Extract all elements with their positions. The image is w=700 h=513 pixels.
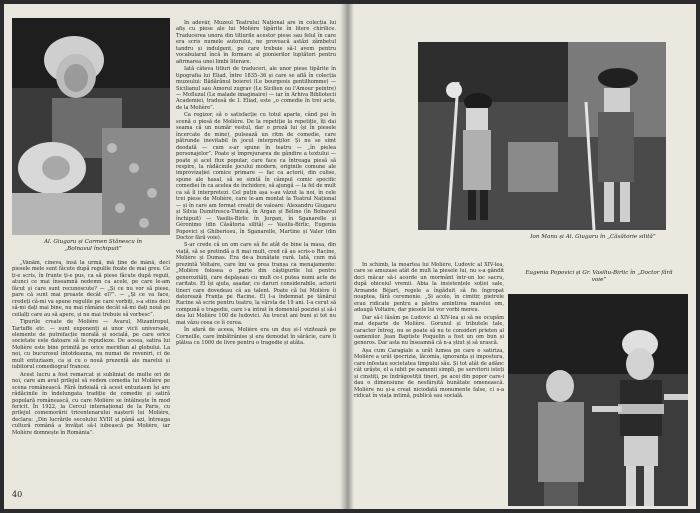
- right-top-photo-caption: Ion Manu și Al. Giugaru în „Căsătorie silită”: [530, 234, 656, 240]
- right-col-left-paragraph: Așa cum Caragiale a urât lumea pe care o satiriza, Molière a urât ipocrizia, lăcomia, ignoranța și impostura, care infestau societatea timpului său. Și tot atât de adânc cât urăște, el a iubit pe oamenii simpli, pe servitorii isteți și cinstiți, pe îndrăgostiții tineri, pe acei din popor care-i dau o dimensiune de nesfârșită bunătate omenească. Molière nu și-a creat niciodată monumente false, ci s-a ridicat în viața intimă, publică sau socială.: [354, 347, 504, 400]
- left-col-right-paragraph: Iată câteva titluri de traduceri, ale unor piese tipărite în tipografia lui Eliad, între 1835–36 și care se află în colecția muzeului: Bădărănul boieret (Le bourgeois gentilhomme) — Sicilianul sau Amorul zugrav (Le Sicilien ou l'Amour peintre) — Mofluzul (Le malade imaginaire) — iar în Arhiva Bibliotecii Academiei, tradusă de I. Eliad, este „o comedie în trei acte, de la Molière”.: [176, 66, 336, 111]
- photo-bolnavul-inchipuit: [12, 18, 170, 235]
- left-photo-caption: Al. Giugaru și Carmen Stănescu în „Bolnavul închipuit”: [43, 239, 143, 252]
- page-number: 40: [12, 490, 23, 499]
- left-col-right-paragraph: S-ar crede că un om care să fie atât de bine la masa, din viață, să se pretindă a fi mai mult, cred că au scris-o Racine, Molière și Dumas. Era de-a bunătate rară. Iată, cum mă prezintă Voltaire, care îmi va prea tranșa ca menajamente: „Molière folosea o parte din câștigurile lui pentru generozități, care depășeau cu mult ce-i putea numi acte de caritate. El își ajuta, așadar, cu daruri considerabile, actorii tineri care dovedeau că au talent. Poate că lui Molière îi datorează Franța pe Racine. El l-a îndemnat pe tânărul Racine să scrie pentru teatru, la vârsta de 19 ani. I-a cerut să compună o tragedie, care i-a intrat în domeniul poeziei și să-i dea lui Molière 100 de ludovici. Au trecut ani buni și tot nu mai văzu ceea ce îi cerea.: [176, 242, 336, 326]
- photo-doctor-fara-voie: [508, 294, 688, 506]
- photo-casatorie-silita: [418, 42, 666, 230]
- right-page-column-left: [354, 262, 504, 502]
- left-col-right-paragraph: În afară de aceea, Molière era un duș și-l vizitează pe Corneille, care îmbătrânise și era demodat în sărăcie, care îi plătea cu 1000 de livre pentru o tragedie și atâta.: [176, 327, 336, 347]
- right-bottom-photo-caption: Eugenia Popovici și Gr. Vasiliu-Birlic în „Doctor fără voie”: [525, 270, 673, 283]
- left-page-column-right: [176, 20, 336, 486]
- left-col-left-paragraph: Tipurile create de Molière — Avarul, Mizantropul, Tartuffe etc. — sunt exponenți ai unor vicii universale, elemente de putrefacție morală și socială, pe care orice societate este datoare să le repudieze. De aceea, satira lui Molière este bine primită pe orice meridian al globului. La noi, cu bucurosul întotdeauna, nu numai de reveniri, ci de mult entuziasm, ca și cu o nouă prezență ale marelui și iubitorul comediograf francez.: [12, 319, 170, 371]
- book-spread: [4, 4, 696, 509]
- right-col-left-paragraph: Dar să-l lăsăm pe Ludovic al XIV-lea și să ne ocupăm mai departe de Molière. Gorunul și tributele tale, caracter întreg, nu se poate să nu te consideri prieten al oamenilor. Jean Baptiste Poquelin a fost un om bun și generos. Dar asta nu înseamnă că n-a știut și să urască.: [354, 314, 504, 347]
- left-col-left-paragraph: „Vânăm, cineva, însă la urmă, mă ține de mână, deci piesele mele sunt făcute după regulile fixate de mai greu. Ce ți-e scris, în frunte ți-e pus, ca să piese făcute după reguli, atunci ce mai înseamnă nedemn ca acele, pe care le-am făcut și care sunt recunoscute? — „Și ce nu vor să piese, pare că sunt mai proaste decât el?”. — „Și ce va face, credeți că-mi va spune regulile pe care vorbiți, s-a stins deci să-mi dați mai bine, nu mai rămâne decât să-mi dați nouă pe ceilalți care au să apere, și nu mai trebuie să vorbesc”.: [12, 260, 170, 318]
- left-page: [4, 4, 346, 509]
- left-page-column-left: [12, 260, 170, 486]
- book-gutter: [340, 4, 354, 509]
- left-col-left-paragraph: Acest lucru a fost remarcat și subliniat de multe ori de noi, care am avut prilejul să vedem comedia lui Molière pe scena românească. Fără îndoială că acest entuziasm își are rădăcinile în îndelungata tradiție de comedie și satiră populară românească, cu care Molière se întâlnește în mod fericit. În 1922, la Cercul internațional de la Paris, cu prilejul comemorării tricentenarului nașterii lui Molière, declara: „Din lucrările secolului XVIII și până azi, întreaga cultură română a învățat să-l iubească pe Molière, iar Molière domnește în România”.: [12, 371, 170, 436]
- right-page: [346, 4, 696, 509]
- left-col-right-paragraph: Ca regizor, să o satisfacție cu totul aparte, când pui în scenă o piesă de Molière. De la repetiție la repetiție, îți dai seama că un număr vestul, dar o proză lui (și în piesele încercate de mine), pulsează un ritm de comedie, care pătrunde inevitabil în jocul interpreților. Și nu se simt deodată — cum s-ar spune în teatru — „în pielea personajelor”. Poate și împrejurarea de gândire a textului — poate și acel flux popular, care face ca întreaga piesă să respire, la rădăcinile jocului modern, originile comune ale improvizației comice primare — fac ca actorii, din culise, spune ale hasal, să se simtă în câmpul comic specific comediei în ca acelea de închidere, să ajungă — la fel de mult ca să îl interpretezi. Cel puțin așa s-au văzut la noi, în cele trei piese de Molière, care le-am montat la Teatrul Național — și în care am format creații de valoare: Alexandru Giugaru și Silvia Dumitrescu-Timică, în Argan și Béline (în Bolnavul închipuit) — Vasilis-Birlic în Jorgan, în Sganarelle și Géronimo (din Căsătoria silită) — Vasilis-Birlic, Eugenia Popovici și Ghiberiosu, în Sganarelle, Martine și Valer (din Doctor fără voie).: [176, 112, 336, 241]
- right-col-left-paragraph: În schimb, la moartea lui Molière, Ludovic al XIV-lea, care se amuzase atât de mult la piesele lui, nu s-a gândit deci măcar să-i acorde un mormânt într-un loc sacru, după obiceiul vremii. Abia la insistențele soției sale, Armande Béjart, regele a îngăduit să fie îngropat noaptea, fără ceremonie. „Și acolo, în cimitir, pietrele erau ridicate pentru a păstra amintirea marelui om, adaugă Voltaire, dar piesele lui vor vorbi mereu.: [354, 262, 504, 314]
- left-col-right-paragraph: În adevăr, Muzeul Teatrului Național are în colecția lui afiș cu piese ale lui Molière tipărite în litere chirilice. Traducerea unora din titlurile acestor piese sau felul în care era scris numele autorului, ne provoacă astăzi zâmbetul tandru și indulgent, pe care trebuie să-l avem pentru vocabularul încă în formare al pionierilor luptători pentru afirmarea unei limbi literare.: [176, 20, 336, 65]
